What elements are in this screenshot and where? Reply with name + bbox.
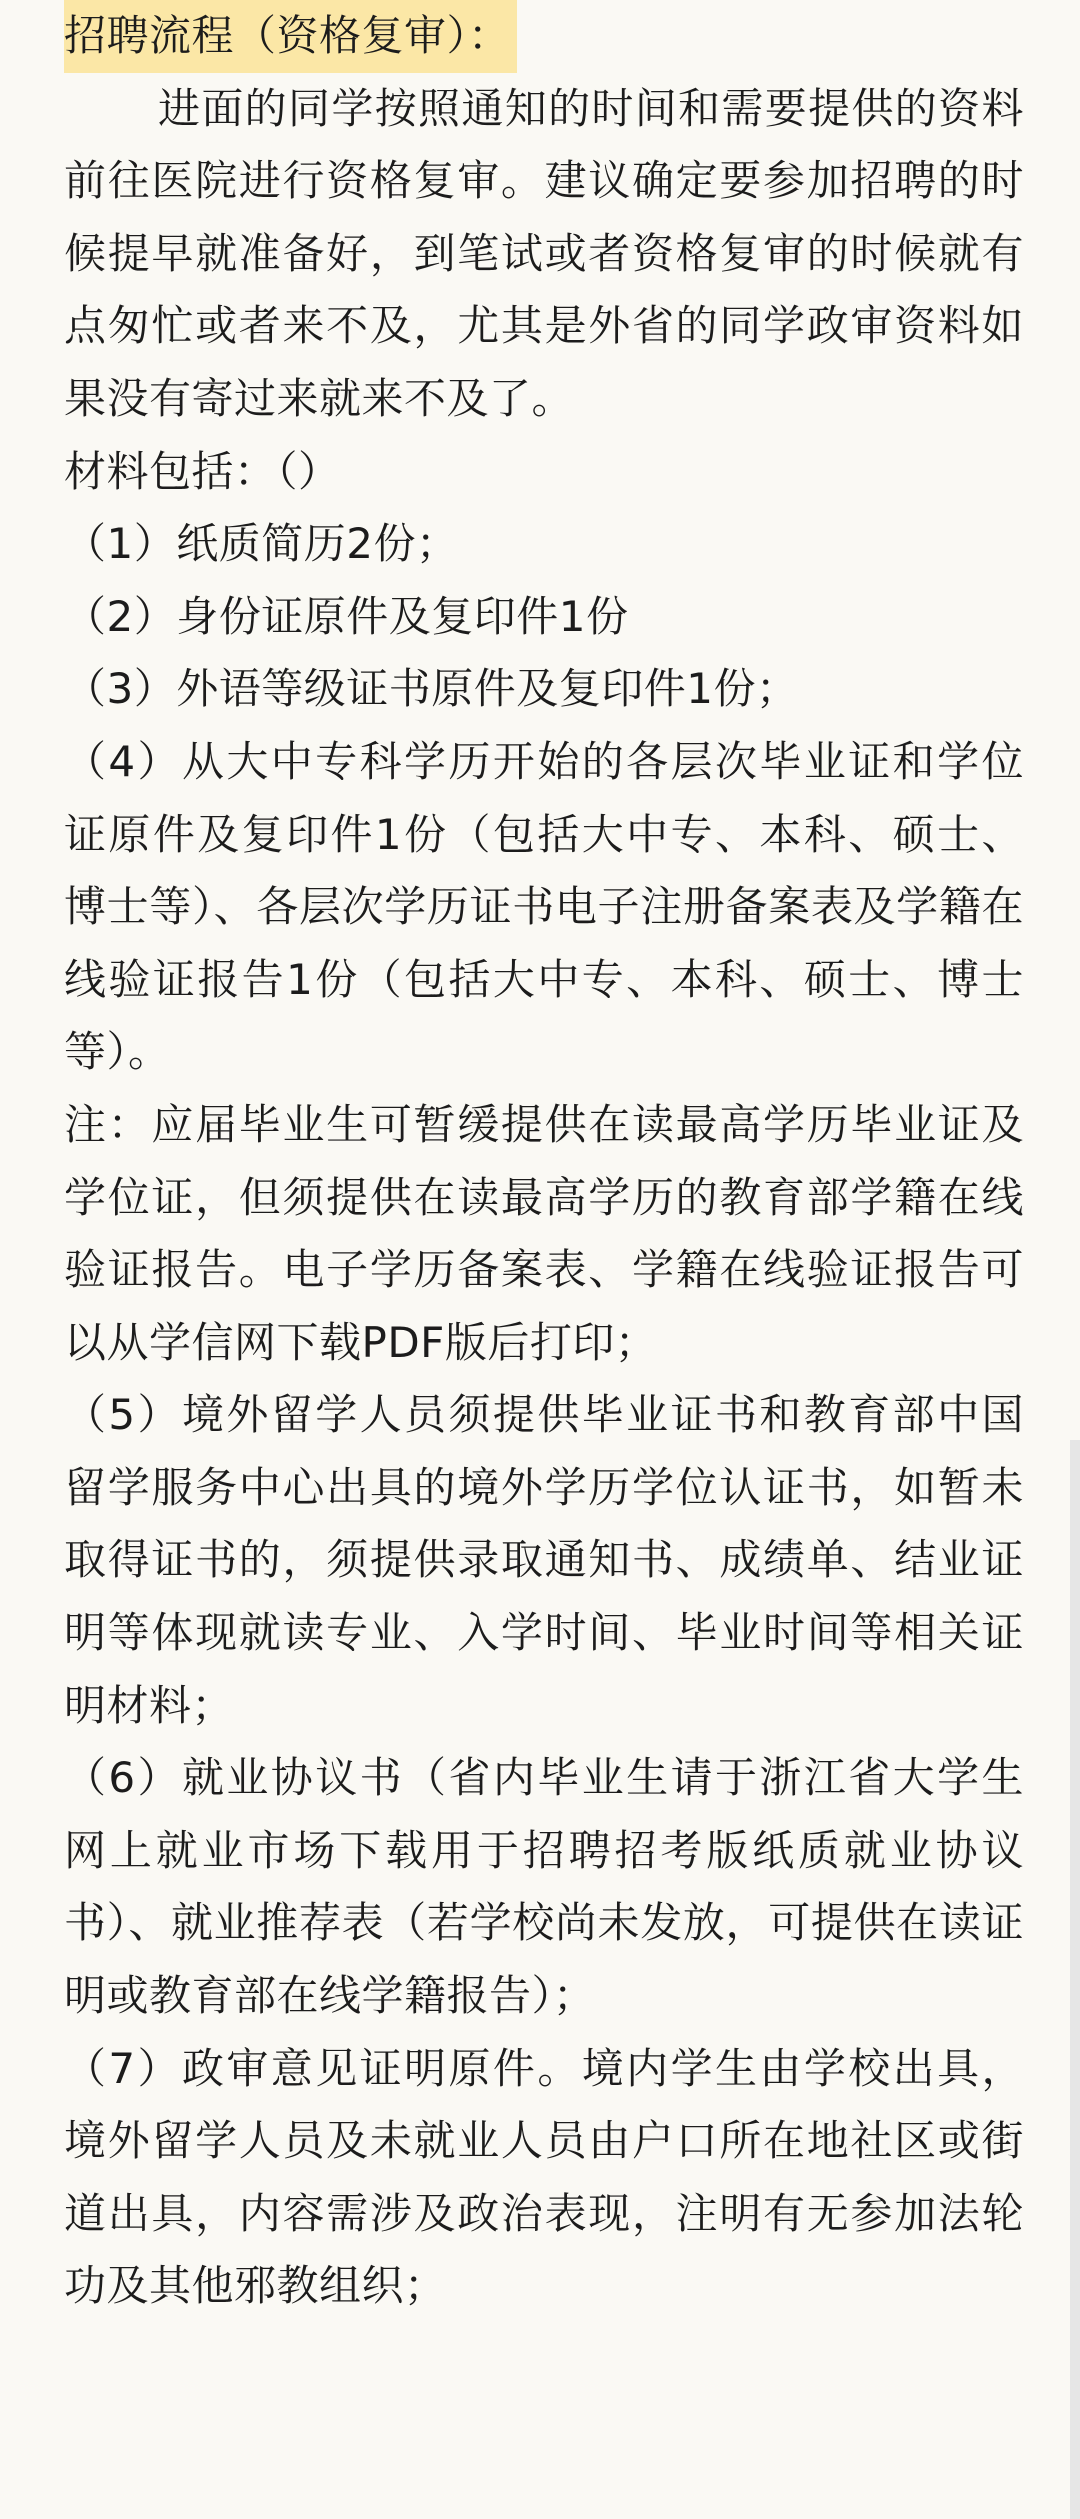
list-item-3: （3）外语等级证书原件及复印件1份； bbox=[64, 664, 799, 714]
section-heading-highlighted: 招聘流程（资格复审）： bbox=[64, 0, 517, 73]
list-item-4: （4）从大中专科学历开始的各层次毕业证和学位证原件及复印件1份（包括大中专、本科、硕士、博士等）、各层次学历证书电子注册备案表及学籍在线验证报告1份（包括大中专、本科、硕士、博士等）。 bbox=[64, 736, 1024, 1077]
materials-label: 材料包括：（） bbox=[64, 446, 341, 496]
list-item-7: （7）政审意见证明原件。境内学生由学校出具，境外留学人员及未就业人员由户口所在地社区或街道出具，内容需涉及政治表现，注明有无参加法轮功及其他邪教组织； bbox=[64, 2043, 1024, 2311]
list-item-1: （1）纸质简历2份； bbox=[64, 519, 459, 569]
document-content bbox=[64, 0, 1024, 2323]
list-item-6: （6）就业协议书（省内毕业生请于浙江省大学生网上就业市场下载用于招聘招考版纸质就业协议书）、就业推荐表（若学校尚未发放，可提供在读证明或教育部在线学籍报告）； bbox=[64, 1753, 1024, 2021]
list-item-5: （5）境外留学人员须提供毕业证书和教育部中国留学服务中心出具的境外学历学位认证书，如暂未取得证书的，须提供录取通知书、成绩单、结业证明等体现就读专业、入学时间、毕业时间等相关证明材料； bbox=[64, 1390, 1024, 1730]
note-paragraph: 注：应届毕业生可暂缓提供在读最高学历毕业证及学位证，但须提供在读最高学历的教育部学籍在线验证报告。电子学历备案表、学籍在线验证报告可以从学信网下载PDF版后打印； bbox=[64, 1099, 1024, 1367]
scrollbar[interactable] bbox=[1070, 1440, 1080, 2519]
intro-paragraph: 进面的同学按照通知的时间和需要提供的资料前往医院进行资格复审。建议确定要参加招聘的时候提早就准备好，到笔试或者资格复审的时候就有点匆忙或者来不及，尤其是外省的同学政审资料如果没有寄过来就来不及了。 bbox=[64, 83, 1024, 423]
list-item-2: （2）身份证原件及复印件1份 bbox=[64, 591, 629, 641]
